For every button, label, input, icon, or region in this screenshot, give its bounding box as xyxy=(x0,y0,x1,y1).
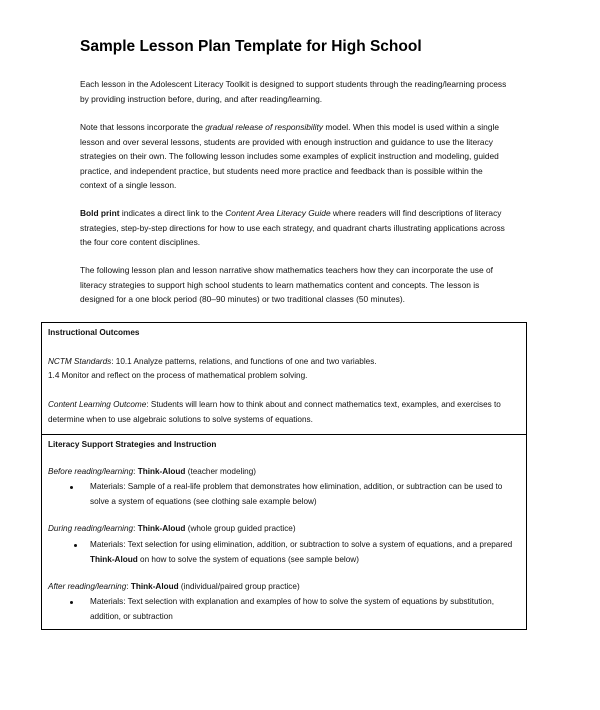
ncte-label: NCTM Standards xyxy=(48,357,112,366)
p2-text-post: model. When this model is used within a single lesson and over several lessons, students are provided with enough instruction and guidance to use the literacy strategies on their own. The following lesson includes some examples of explicit instruction and modeling, guided practice, and independent practice, but students need more practice and feedback than is possible within the context of a single lesson. xyxy=(80,122,499,190)
outcomes-header: Instructional Outcomes xyxy=(48,328,140,337)
p2-italic-term: gradual release of responsibility xyxy=(205,122,324,132)
during-bullet-pre: Materials: Text selection for using elimination, addition, or subtraction to solve a system of equations, and a prepared xyxy=(90,540,513,549)
before-label: Before reading/learning xyxy=(48,467,134,476)
bullet-icon xyxy=(70,601,73,604)
table-row-outcomes xyxy=(42,323,526,435)
during-line: During reading/learning: Think-Aloud (whole group guided practice) xyxy=(48,524,296,533)
intro-paragraph-3 xyxy=(80,206,510,250)
during-strategy: Think-Aloud xyxy=(137,524,186,533)
clo-label: Content Learning Outcome xyxy=(48,400,147,409)
intro-paragraph-4: The following lesson plan and lesson narrative show mathematics teachers how they can incorporate the use of literacy strategies to support high school students to learn mathematics content and concepts. The lesson is designed for a one block period (80–90 minutes) or two traditional classes (50 minutes). xyxy=(80,265,493,304)
before-strategy: Think-Aloud xyxy=(137,467,186,476)
p3-bold-term: Bold print xyxy=(80,208,120,218)
strategies-header: Literacy Support Strategies and Instruction xyxy=(48,440,217,449)
bullet-icon xyxy=(74,544,77,547)
p3-italic-term: Content Area Literacy Guide xyxy=(225,208,331,218)
during-bullet xyxy=(90,538,516,567)
ncte-standards xyxy=(48,355,522,370)
intro-paragraph-1: Each lesson in the Adolescent Literacy Toolkit is designed to support students through the reading/learning process by providing instruction before, during, and after reading/learning. xyxy=(80,79,507,104)
page-title: Sample Lesson Plan Template for High School xyxy=(80,38,422,55)
lesson-table xyxy=(41,322,527,630)
intro-paragraph-2 xyxy=(80,120,510,193)
p3-text-post: where readers will find descriptions of literacy strategies, step-by-step directions for how to use each strategy, and quadrant charts illustrating applications across the four core content disciplines. xyxy=(80,208,505,247)
ncte-text: : 10.1 Analyze patterns, relations, and functions of one and two variables. xyxy=(111,357,377,366)
during-label: During reading/learning xyxy=(48,524,134,533)
ncte-line-2: 1.4 Monitor and reflect on the process of mathematical problem solving. xyxy=(48,371,308,380)
content-learning-outcome xyxy=(48,398,522,427)
after-strategy: Think-Aloud xyxy=(130,582,179,591)
after-bullet: Materials: Text selection with explanation and examples of how to solve the system of equations by substitution, addition, or subtraction xyxy=(90,597,494,621)
bullet-icon xyxy=(70,486,73,489)
before-bullet: Materials: Sample of a real-life problem that demonstrates how elimination, addition, or subtraction can be used to solve a system of equations (see clothing sale example below) xyxy=(90,482,503,506)
before-line: Before reading/learning: Think-Aloud (teacher modeling) xyxy=(48,467,256,476)
during-bullet-post: on how to solve the system of equations (see sample below) xyxy=(137,554,359,564)
during-bullet-bold: Think-Aloud xyxy=(90,554,138,564)
table-row-strategies xyxy=(42,435,526,629)
clo-text: : Students will learn how to think about and connect mathematics text, examples, and exercises to determine when to use algebraic solutions to solve systems of equations. xyxy=(48,400,501,424)
p3-text-mid: indicates a direct link to the xyxy=(119,208,226,218)
before-note: (teacher modeling) xyxy=(185,467,256,476)
p2-text-pre: Note that lessons incorporate the xyxy=(80,122,206,132)
during-note: (whole group guided practice) xyxy=(185,524,296,533)
after-label: After reading/learning xyxy=(48,582,127,591)
after-line: After reading/learning: Think-Aloud (individual/paired group practice) xyxy=(48,582,300,591)
after-note: (individual/paired group practice) xyxy=(178,582,300,591)
